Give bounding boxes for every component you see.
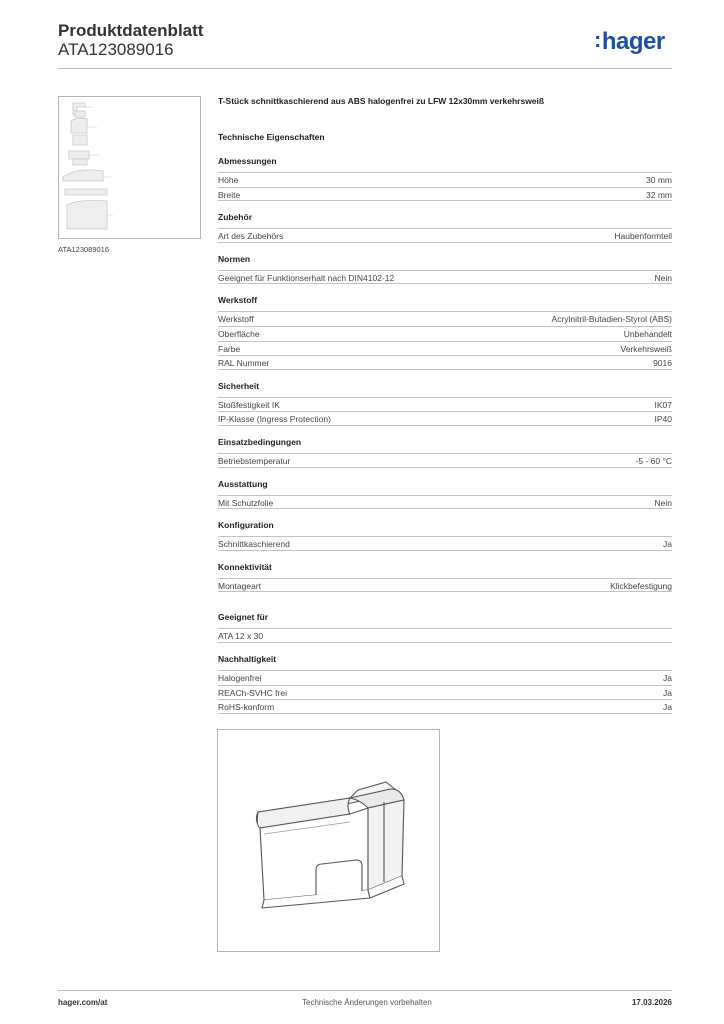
property-value: 32 mm [646, 189, 672, 200]
property-row [218, 270, 672, 285]
section-title: Ausstattung [218, 478, 268, 489]
property-row [218, 536, 672, 551]
property-label: Stoßfestigkeit IK [218, 399, 280, 410]
property-label: Oberfläche [218, 328, 260, 339]
product-thumbnail [58, 96, 201, 239]
property-value: Ja [663, 672, 672, 683]
property-label: RAL Nummer [218, 358, 270, 369]
property-table [218, 228, 672, 243]
property-label: Höhe [218, 175, 239, 185]
article-number: ATA123089016 [58, 40, 174, 59]
header-divider [58, 68, 672, 69]
section-title: Konnektivität [218, 561, 272, 572]
section-title: Abmessungen [218, 156, 277, 166]
section-configuration [218, 518, 672, 551]
product-description: T-Stück schnittkaschierend aus ABS halogenfrei zu LFW 12x30mm verkehrsweiß [218, 96, 545, 106]
page-title: Produktdatenblatt [58, 21, 204, 40]
section-title: Konfiguration [218, 520, 274, 531]
property-value: 9016 [653, 358, 672, 369]
section-title: Normen [218, 253, 251, 264]
property-label: Halogenfrei [218, 672, 262, 683]
property-table [218, 670, 672, 714]
property-value: Acrylnitril-Butadien-Styrol (ABS) [551, 314, 672, 325]
properties-list [218, 130, 672, 746]
property-row [218, 495, 672, 510]
property-row [218, 411, 672, 426]
property-label: REACh-SVHC frei [218, 687, 287, 698]
section-title: Sicherheit [218, 380, 260, 391]
property-row [218, 326, 672, 341]
footer-website[interactable]: hager.com/at [58, 998, 108, 1007]
product-drawing [217, 729, 440, 952]
property-value: IP40 [654, 414, 672, 425]
property-table [218, 311, 672, 369]
hager-logo: :hager [594, 27, 665, 55]
section-equipment [218, 477, 672, 510]
property-value: Unbehandelt [623, 328, 672, 339]
property-label: RoHS-konform [218, 702, 275, 713]
property-label: Werkstoff [218, 314, 254, 325]
property-value: Ja [663, 687, 672, 698]
property-label: Geeignet für Funktionserhalt nach DIN4102-12 [218, 272, 395, 283]
t-piece-drawing [218, 730, 439, 951]
section-accessory [218, 210, 672, 243]
property-label: Betriebstemperatur [218, 455, 291, 466]
property-row [218, 341, 672, 356]
property-value: Verkehrsweiß [620, 343, 672, 354]
section-safety [218, 379, 672, 426]
property-table [218, 172, 672, 201]
property-value: Nein [654, 272, 672, 283]
thumbnail-caption: ATA123089016 [58, 245, 110, 254]
property-label: Montageart [218, 580, 261, 591]
product-parts-image [59, 97, 200, 238]
footer-divider [58, 990, 672, 991]
section-suitable-for [218, 610, 672, 643]
property-label: Art des Zubehörs [218, 231, 284, 242]
property-table [218, 270, 672, 285]
property-row [218, 172, 672, 187]
property-label: Farbe [218, 343, 241, 354]
property-row [218, 311, 672, 326]
section-title: Einsatzbedingungen [218, 436, 302, 447]
property-row [218, 187, 672, 202]
section-title: Nachhaltigkeit [218, 653, 277, 664]
property-row [218, 699, 672, 714]
property-value: Ja [663, 539, 672, 550]
property-table [218, 536, 672, 551]
section-connectivity [218, 560, 672, 593]
section-title: Zubehör [218, 212, 252, 223]
section-title: Werkstoff [218, 295, 258, 306]
logo-text: hager [601, 28, 665, 55]
property-row [218, 578, 672, 593]
property-value: -5 - 60 °C [635, 455, 672, 466]
property-row [218, 670, 672, 685]
section-standards [218, 252, 672, 285]
section-sustainability [218, 652, 672, 714]
property-row [218, 228, 672, 243]
property-value: Ja [663, 702, 672, 713]
property-label: ATA 12 x 30 [218, 631, 264, 642]
property-value: Haubenformteil [614, 231, 672, 242]
property-row [218, 355, 672, 370]
property-value: IK07 [654, 399, 672, 410]
property-table [218, 628, 672, 643]
section-operating-conditions [218, 435, 672, 468]
property-row [218, 685, 672, 700]
property-label: IP-Klasse (Ingress Protection) [218, 414, 331, 425]
property-label: Mit Schutzfolie [218, 497, 274, 508]
property-table [218, 453, 672, 468]
footer-date: 17.03.2026 [631, 998, 672, 1007]
property-label: Schnittkaschierend [218, 539, 290, 550]
property-table [218, 397, 672, 426]
property-value: Klickbefestigung [610, 580, 672, 591]
property-table [218, 578, 672, 593]
section-dimensions [218, 154, 672, 201]
property-row [218, 397, 672, 412]
property-table [218, 495, 672, 510]
footer-notice: Technische Änderungen vorbehalten [302, 998, 432, 1007]
section-material [218, 293, 672, 369]
tech-properties-heading: Technische Eigenschaften [218, 132, 325, 142]
property-label: Breite [218, 189, 241, 200]
property-value: Nein [654, 497, 672, 508]
property-value: 30 mm [646, 175, 672, 185]
property-row [218, 453, 672, 468]
property-row [218, 628, 672, 643]
section-title: Geeignet für [218, 612, 269, 623]
